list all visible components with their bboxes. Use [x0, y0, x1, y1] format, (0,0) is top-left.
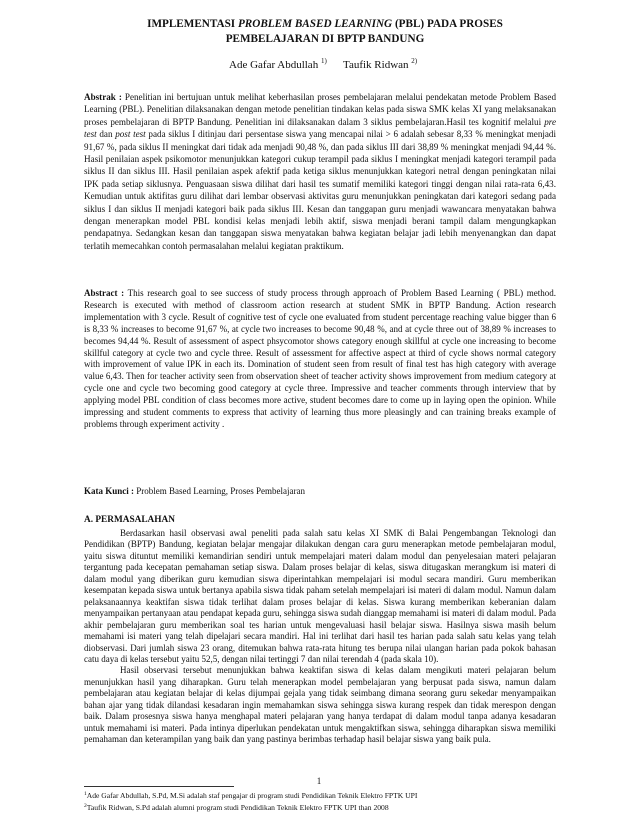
- title-italic: PROBLEM BASED LEARNING: [237, 18, 393, 30]
- author-1: [229, 57, 327, 71]
- footnote-2: [84, 801, 564, 813]
- abstract-id-text-2: dan: [96, 129, 116, 140]
- abstract-indonesian: [84, 91, 556, 252]
- footnote-1: [84, 789, 564, 801]
- keywords-text: Problem Based Learning, Proses Pembelajaran: [134, 486, 305, 496]
- body-text: [84, 528, 556, 746]
- section-heading: A. PERMASALAHAN: [84, 515, 175, 525]
- footnote-1-text: Ade Gafar Abdullah, S.Pd, M.Si adalah staf pengajar di program studi Pendidikan Teknik Elektro FPTK UPI: [86, 791, 418, 800]
- author-2: [343, 57, 417, 71]
- author-1-name: Ade Gafar Abdullah: [229, 59, 319, 71]
- paper-title: [60, 17, 590, 47]
- footnotes: [84, 789, 564, 813]
- footnote-2-sup: 2: [84, 803, 87, 809]
- author-1-sup: 1): [320, 57, 327, 65]
- title-suffix: (PBL) PADA PROSES: [392, 18, 503, 30]
- body-paragraph-2: Hasil observasi tersebut menunjukkan bahwa keaktifan siswa di kelas dalam mengikuti materi pelajaran belum menunjukkan hasil yang diharapkan. Guru telah menerapkan model pembelajaran yang berpusat pada siswa, namun dalam pembelajaran atau kegiatan belajar di kelas dijumpai gejala yang tidak seimbang dimana seorang guru sekedar menyampaikan bahan ajar yang tidak dilandasi kesadaran ingin memahamkan siswa sehingga siswa kurang respek dan tidak merespon dengan baik. Dalam prosesnya siswa hanya menghapal materi pelajaran yang hanya terdapat di dalam modul tanpa adanya kesadaran untuk memahami isi materi. Pada intinya diperlukan pendekatan untuk mengaktifkan siswa, sehingga diharapkan siswa memiliki pemahaman dan keterampilan yang baik dan yang pastinya berimbas terhadap hasil belajar siswa yang baik pula.: [84, 665, 556, 745]
- abstract-id-label: Abstrak :: [84, 92, 122, 102]
- footnote-2-text: Taufik Ridwan, S.Pd adalah alumni program studi Pendidikan Teknik Elektro FPTK UPI than 2008: [86, 803, 389, 812]
- title-line-1: [60, 17, 590, 32]
- author-2-sup: 2): [411, 57, 418, 65]
- title-line-2: PEMBELAJARAN DI BPTP BANDUNG: [225, 33, 425, 45]
- abstract-id-italic-1: pre test: [84, 116, 556, 140]
- abstract-id-text-3: pada siklus I ditinjau dari persentase siswa yang mencapai nilai > 6 adalah sebesar 8,33 % meningkat menjadi 91,67 %, pada siklus II meningkat dari tidak ada menjadi 90,48 %, dan pada siklus III dari 38,89 % meningkat menjadi 94,44 %. Hasil penilaian aspek psikomotor menunjukkan kategori cukup terampil pada siklus I meningkat menjadi kategori terampil pada siklus II dan siklus III. Hasil penilaian aspek afektif pada ketiga siklus menunjukkan kategori netral dengan peningkatan nilai IPK pada setiap siklusnya. Penguasaan siswa dilihat dari hasil tes sumatif memiliki kategori tinggi dengan nilai rata-rata 6,43. Kemudian untuk aktifitas guru dilihat dari lembar observasi aktivitas guru menunjukkan peningkatan dari kategori sedang pada siklus I dan siklus II menjadi kategori baik pada siklus III. Kesan dan tanggapan guru menjadi wawancara menyatakan bahwa dengan menerapkan model PBL kondisi kelas menjadi lebih aktif, siswa menjadi berani tampil dalam mengungkapkan pendapatnya. Sedangkan kesan dan tanggapan siswa menyatakan bahwa kegiatan belajar jadi lebih menyenangkan dan dapat terlatih memecahkan contoh permasalahan melalui kegiatan praktikum.: [84, 129, 557, 251]
- author-2-name: Taufik Ridwan: [343, 59, 409, 71]
- title-prefix: IMPLEMENTASI: [147, 18, 238, 30]
- abstract-id-italic-2: post test: [115, 129, 146, 140]
- page-number: 1: [316, 776, 322, 786]
- abstract-en-label: Abstract :: [84, 288, 125, 298]
- body-paragraph-1: Berdasarkan hasil observasi awal peneliti pada salah satu kelas XI SMK di Balai Pengembangan Teknologi dan Pendidikan (BPTP) Bandung, kegiatan belajar mengajar dilakukan dengan cara guru menerapkan metode pembelajaran modul, yaitu siswa dituntut memiliki kemandirian sendiri untuk mempelajari materi dalam modul dan penyelesaian materi pelajaran tergantung pada kecepatan pemahaman setiap siswa. Dalam proses belajar di kelas, siswa ditugaskan merangkum isi materi di dalam modul yang diberikan guru kemudian siswa diperintahkan mempelajari isi modul secara mandiri. Guru memberikan kesempatan kepada siswa untuk bertanya apabila siswa tidak paham setelah mempelajari isi materi di dalam modul. Namun dalam pelaksanaannya keaktifan siswa tidak terlihat dalam proses belajar di kelas. Siswa kurang memberikan keberanian dalam menyampaikan pertanyaan atau pendapat kepada guru, sehingga siswa sudah dianggap memahami isi materi di dalam modul. Pada akhir pembelajaran guru memberikan soal tes harian untuk mengevaluasi hasil belajar siswa. Hasilnya siswa masih belum memahami isi materi yang telah dipelajari secara mandiri. Hal ini terlihat dari hasil tes harian pada salah satu kelas yang telah diobservasi. Dari jumlah siswa 23 orang, ditemukan bahwa rata-rata hitung tes berupa nilai ulangan harian pada pokok bahasan catu daya di kelas tersebut yaitu 52,5, dengan nilai tertinggi 7 dan nilai terendah 4 (pada skala 10).: [84, 528, 556, 664]
- keywords: [84, 485, 556, 497]
- footnote-1-sup: 1: [84, 791, 87, 797]
- abstract-id-text-1: Penelitian ini bertujuan untuk melihat keberhasilan proses pembelajaran melalui pendekatan metode Problem Based Learning (PBL). Penelitian dilaksanakan dengan metode penelitian tindakan kelas pada siswa SMK kelas XI yang melaksanakan proses pembelajaran di BPTP Bandung. Penelitian ini dilaksanakan dalam 3 siklus pembelajaran.Hasil tes kognitif melalui: [84, 92, 556, 127]
- footnote-divider: [84, 786, 234, 787]
- abstract-en-text: This research goal to see success of study process through approach of Problem Based Learning ( PBL) method. Research is executed with method of classroom action research at student SMK in BPTP Bandung. Action research implementation with 3 cycle. Result of cognitive test of cycle one evaluated from student percentage reaching value bigger than 6 is 8,33 % increases to become 91,67 %, at cycle two increases to become 90,48 %, and at cycle three out of 38,89 % increases to becomes 94,44 %. Result of assessment of aspect phsycomotor shows category enough skillful at cycle one increasing to become skillful category at cycle two and cycle three. Result of assessment for affective aspect at third of cycle shows normal category with improvement of value IPK in each its. Domination of student seen from result of final test has high category with average value 6,43. Then for teacher activity seen from observation sheet of teacher activity shows improvement from medium category at cycle one and cycle two becoming good category at cycle three. Impressive and teacher comments through interview that by applying model PBL condition of class becomes more active, student becomes dare to come up in laying open the opinion. While impressing and student comments to express that activity of learning thus more pleasingly and can training breaks example of problems through experiment activity .: [84, 288, 556, 429]
- abstract-english: [84, 288, 556, 431]
- keywords-label: Kata Kunci :: [84, 486, 135, 496]
